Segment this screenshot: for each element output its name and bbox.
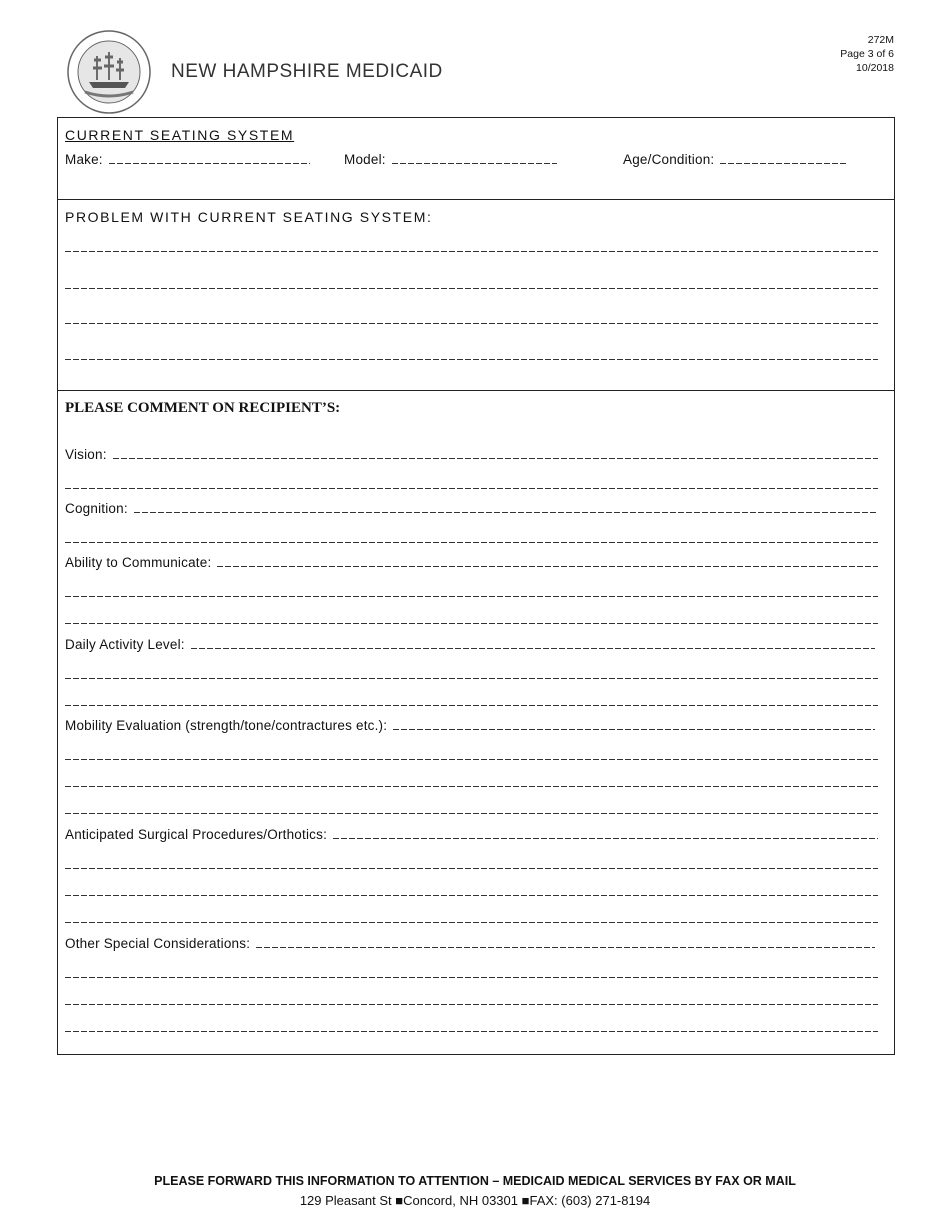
considerations-field[interactable] (65, 936, 875, 951)
divider (57, 199, 895, 200)
footer-address (0, 1193, 950, 1208)
considerations-line[interactable] (65, 1031, 878, 1032)
activity-label: Daily Activity Level: (65, 637, 185, 652)
problem-line[interactable] (65, 288, 878, 289)
mobility-field[interactable] (65, 718, 875, 733)
problem-line[interactable] (65, 359, 878, 360)
mobility-line[interactable] (65, 786, 878, 787)
surgical-field[interactable] (65, 827, 878, 842)
model-label: Model: (344, 152, 386, 167)
mobility-line[interactable] (65, 759, 878, 760)
make-field[interactable] (65, 152, 310, 167)
bullet-icon: ■ (521, 1193, 530, 1208)
city: Concord, NH 03301 (403, 1193, 518, 1208)
fax: FAX: (603) 271-8194 (529, 1193, 651, 1208)
comment-title: PLEASE COMMENT ON RECIPIENT’S: (65, 400, 341, 416)
street: 129 Pleasant St (299, 1193, 392, 1208)
vision-line[interactable] (65, 488, 878, 489)
cognition-field[interactable] (65, 501, 878, 516)
agency-title: NEW HAMPSHIRE MEDICAID (171, 61, 443, 82)
surgical-line[interactable] (65, 922, 878, 923)
surgical-line[interactable] (65, 868, 878, 869)
vision-field[interactable] (65, 447, 878, 462)
mobility-label: Mobility Evaluation (strength/tone/contractures etc.): (65, 718, 388, 733)
form-date: 10/2018 (856, 62, 894, 74)
cognition-label: Cognition: (65, 501, 128, 516)
vision-label: Vision: (65, 447, 107, 462)
current-seating-title: CURRENT SEATING SYSTEM (65, 127, 295, 143)
bullet-icon: ■ (395, 1193, 404, 1208)
form-meta (840, 33, 894, 75)
communicate-label: Ability to Communicate: (65, 555, 212, 570)
activity-field[interactable] (65, 637, 875, 652)
model-field[interactable] (344, 152, 557, 167)
age-condition-field[interactable] (623, 152, 848, 167)
cognition-line[interactable] (65, 542, 878, 543)
activity-line[interactable] (65, 705, 878, 706)
form-number: 272M (867, 34, 894, 46)
communicate-line[interactable] (65, 623, 878, 624)
footer-instruction: PLEASE FORWARD THIS INFORMATION TO ATTENTION – MEDICAID MEDICAL SERVICES BY FAX OR MAIL (154, 1174, 796, 1188)
problem-line[interactable] (65, 323, 878, 324)
form-box (57, 117, 895, 1055)
activity-line[interactable] (65, 678, 878, 679)
considerations-line[interactable] (65, 977, 878, 978)
surgical-label: Anticipated Surgical Procedures/Orthotics: (65, 827, 328, 842)
age-condition-label: Age/Condition: (623, 152, 715, 167)
mobility-line[interactable] (65, 813, 878, 814)
communicate-field[interactable] (65, 555, 878, 570)
communicate-line[interactable] (65, 596, 878, 597)
problem-line[interactable] (65, 251, 878, 252)
problem-title: PROBLEM WITH CURRENT SEATING SYSTEM: (65, 209, 433, 225)
divider (57, 390, 895, 391)
considerations-line[interactable] (65, 1004, 878, 1005)
considerations-label: Other Special Considerations: (65, 936, 251, 951)
state-seal-logo (67, 30, 151, 114)
make-label: Make: (65, 152, 103, 167)
surgical-line[interactable] (65, 895, 878, 896)
page-number: Page 3 of 6 (840, 48, 894, 60)
